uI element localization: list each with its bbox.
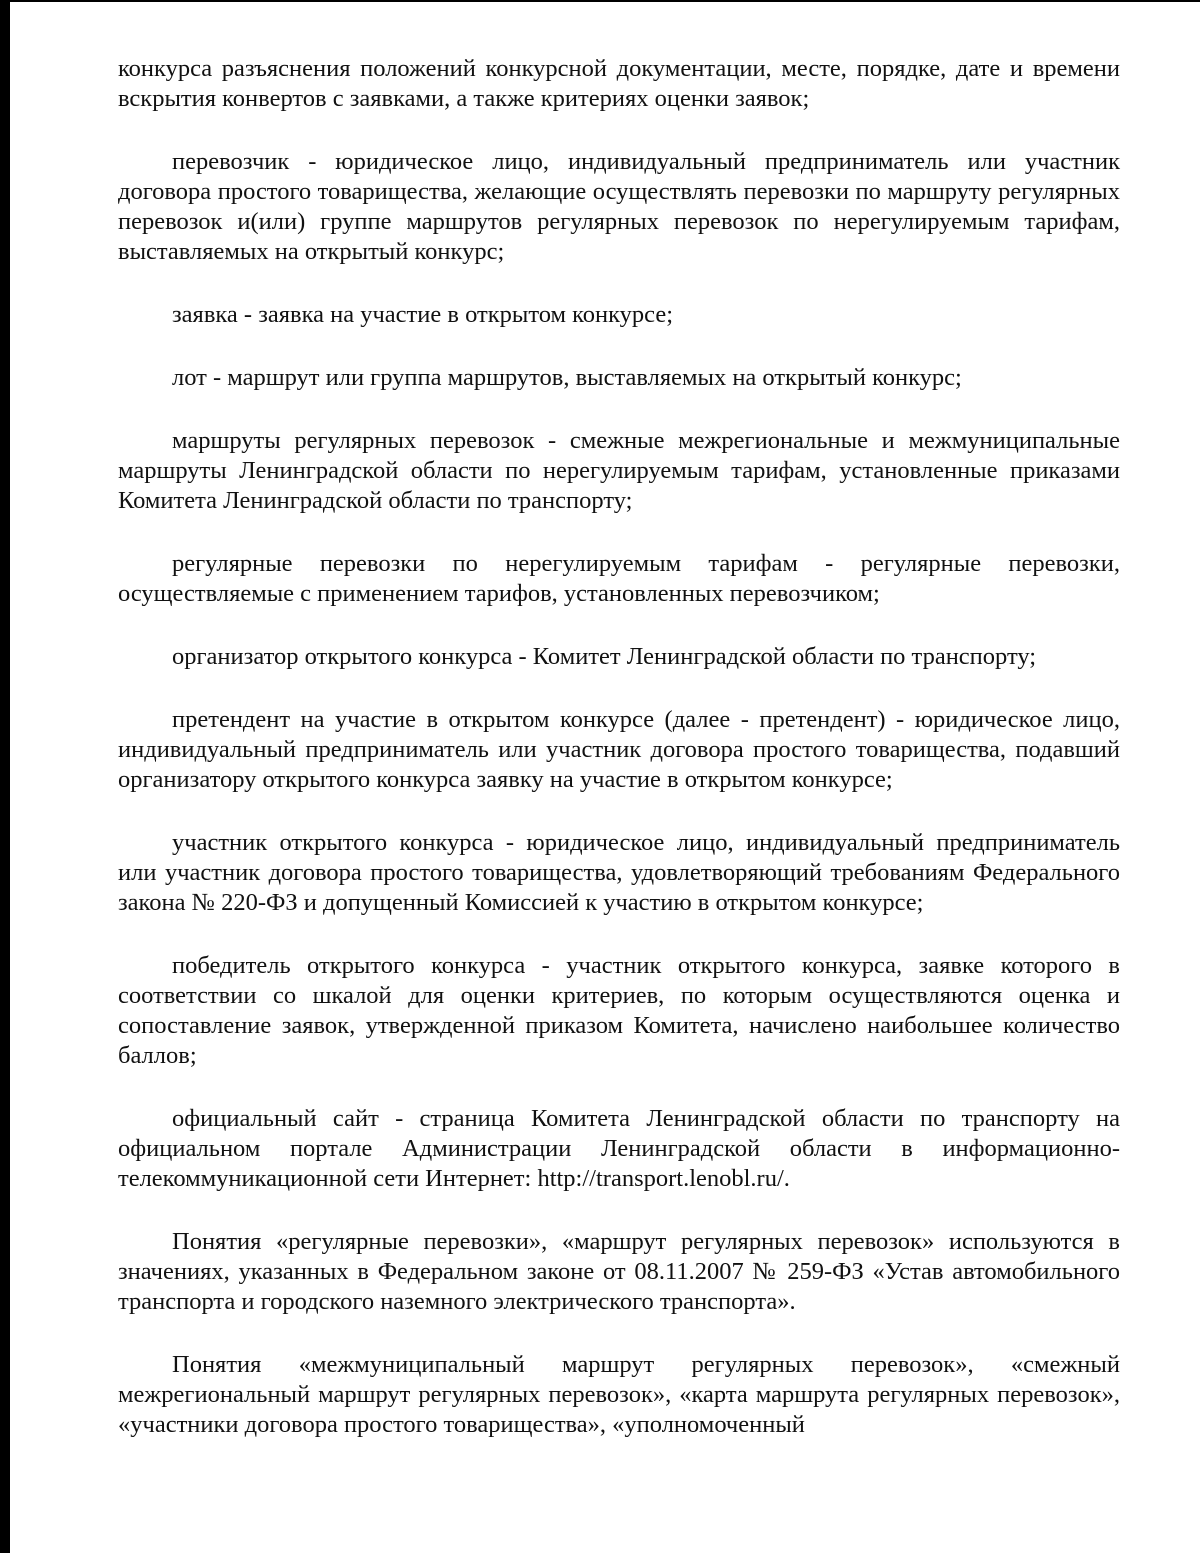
paragraph-definition-application: заявка - заявка на участие в открытом конкурсе; (172, 301, 674, 328)
paragraph-definition-participant: участник открытого конкурса - юридическое лицо, индивидуальный предприниматель или участник договора простого товарищества, удовлетворяющий требованиям Федерального закона № 220-ФЗ и допущенный Комиссией к участию в открытом конкурсе; (118, 829, 1120, 916)
paragraph-concepts-law-259: Понятия «регулярные перевозки», «маршрут регулярных перевозок» используются в значениях, указанных в Федеральном законе от 08.11.2007 № 259-ФЗ «Устав автомобильного транспорта и городского наземного электрического транспорта». (118, 1228, 1120, 1315)
paragraph-definition-winner: победитель открытого конкурса - участник открытого конкурса, заявке которого в соответствии со шкалой для оценки критериев, по которым осуществляются оценка и сопоставление заявок, утвержденной приказом Комитета, начислено наибольшее количество баллов; (118, 952, 1120, 1069)
scan-edge-top (0, 0, 1200, 2)
paragraph-continuation: конкурса разъяснения положений конкурсной документации, месте, порядке, дате и времени вскрытия конвертов с заявками, а также критериях оценки заявок; (118, 55, 1120, 112)
paragraph-definition-lot: лот - маршрут или группа маршрутов, выставляемых на открытый конкурс; (172, 364, 962, 391)
paragraph-definition-applicant: претендент на участие в открытом конкурсе (далее - претендент) - юридическое лицо, индивидуальный предприниматель или участник договора простого товарищества, подавший организатору открытого конкурса заявку на участие в открытом конкурсе; (118, 706, 1120, 793)
paragraph-definition-routes: маршруты регулярных перевозок - смежные межрегиональные и межмуниципальные маршруты Ленинградской области по нерегулируемым тарифам, установленные приказами Комитета Ленинградской области по транспорту; (118, 427, 1120, 514)
document-body (118, 54, 1120, 1440)
paragraph-definition-website: официальный сайт - страница Комитета Ленинградской области по транспорту на официальном портале Администрации Ленинградской области в информационно-телекоммуникационной сети Интернет: http://transport.lenobl.ru/. (118, 1105, 1120, 1192)
paragraph-definition-regular-transport: регулярные перевозки по нерегулируемым тарифам - регулярные перевозки, осуществляемые с применением тарифов, установленных перевозчиком; (118, 550, 1120, 607)
paragraph-concepts-law-220: Понятия «межмуниципальный маршрут регулярных перевозок», «смежный межрегиональный маршрут регулярных перевозок», «карта маршрута регулярных перевозок», «участники договора простого товарищества», «уполномоченный (118, 1351, 1120, 1438)
scan-edge-left (0, 0, 10, 1553)
paragraph-definition-organizer: организатор открытого конкурса - Комитет Ленинградской области по транспорту; (172, 643, 1037, 670)
paragraph-definition-carrier: перевозчик - юридическое лицо, индивидуальный предприниматель или участник договора простого товарищества, желающие осуществлять перевозки по маршруту регулярных перевозок и(или) группе маршрутов регулярных перевозок по нерегулируемым тарифам, выставляемых на открытый конкурс; (118, 148, 1120, 265)
